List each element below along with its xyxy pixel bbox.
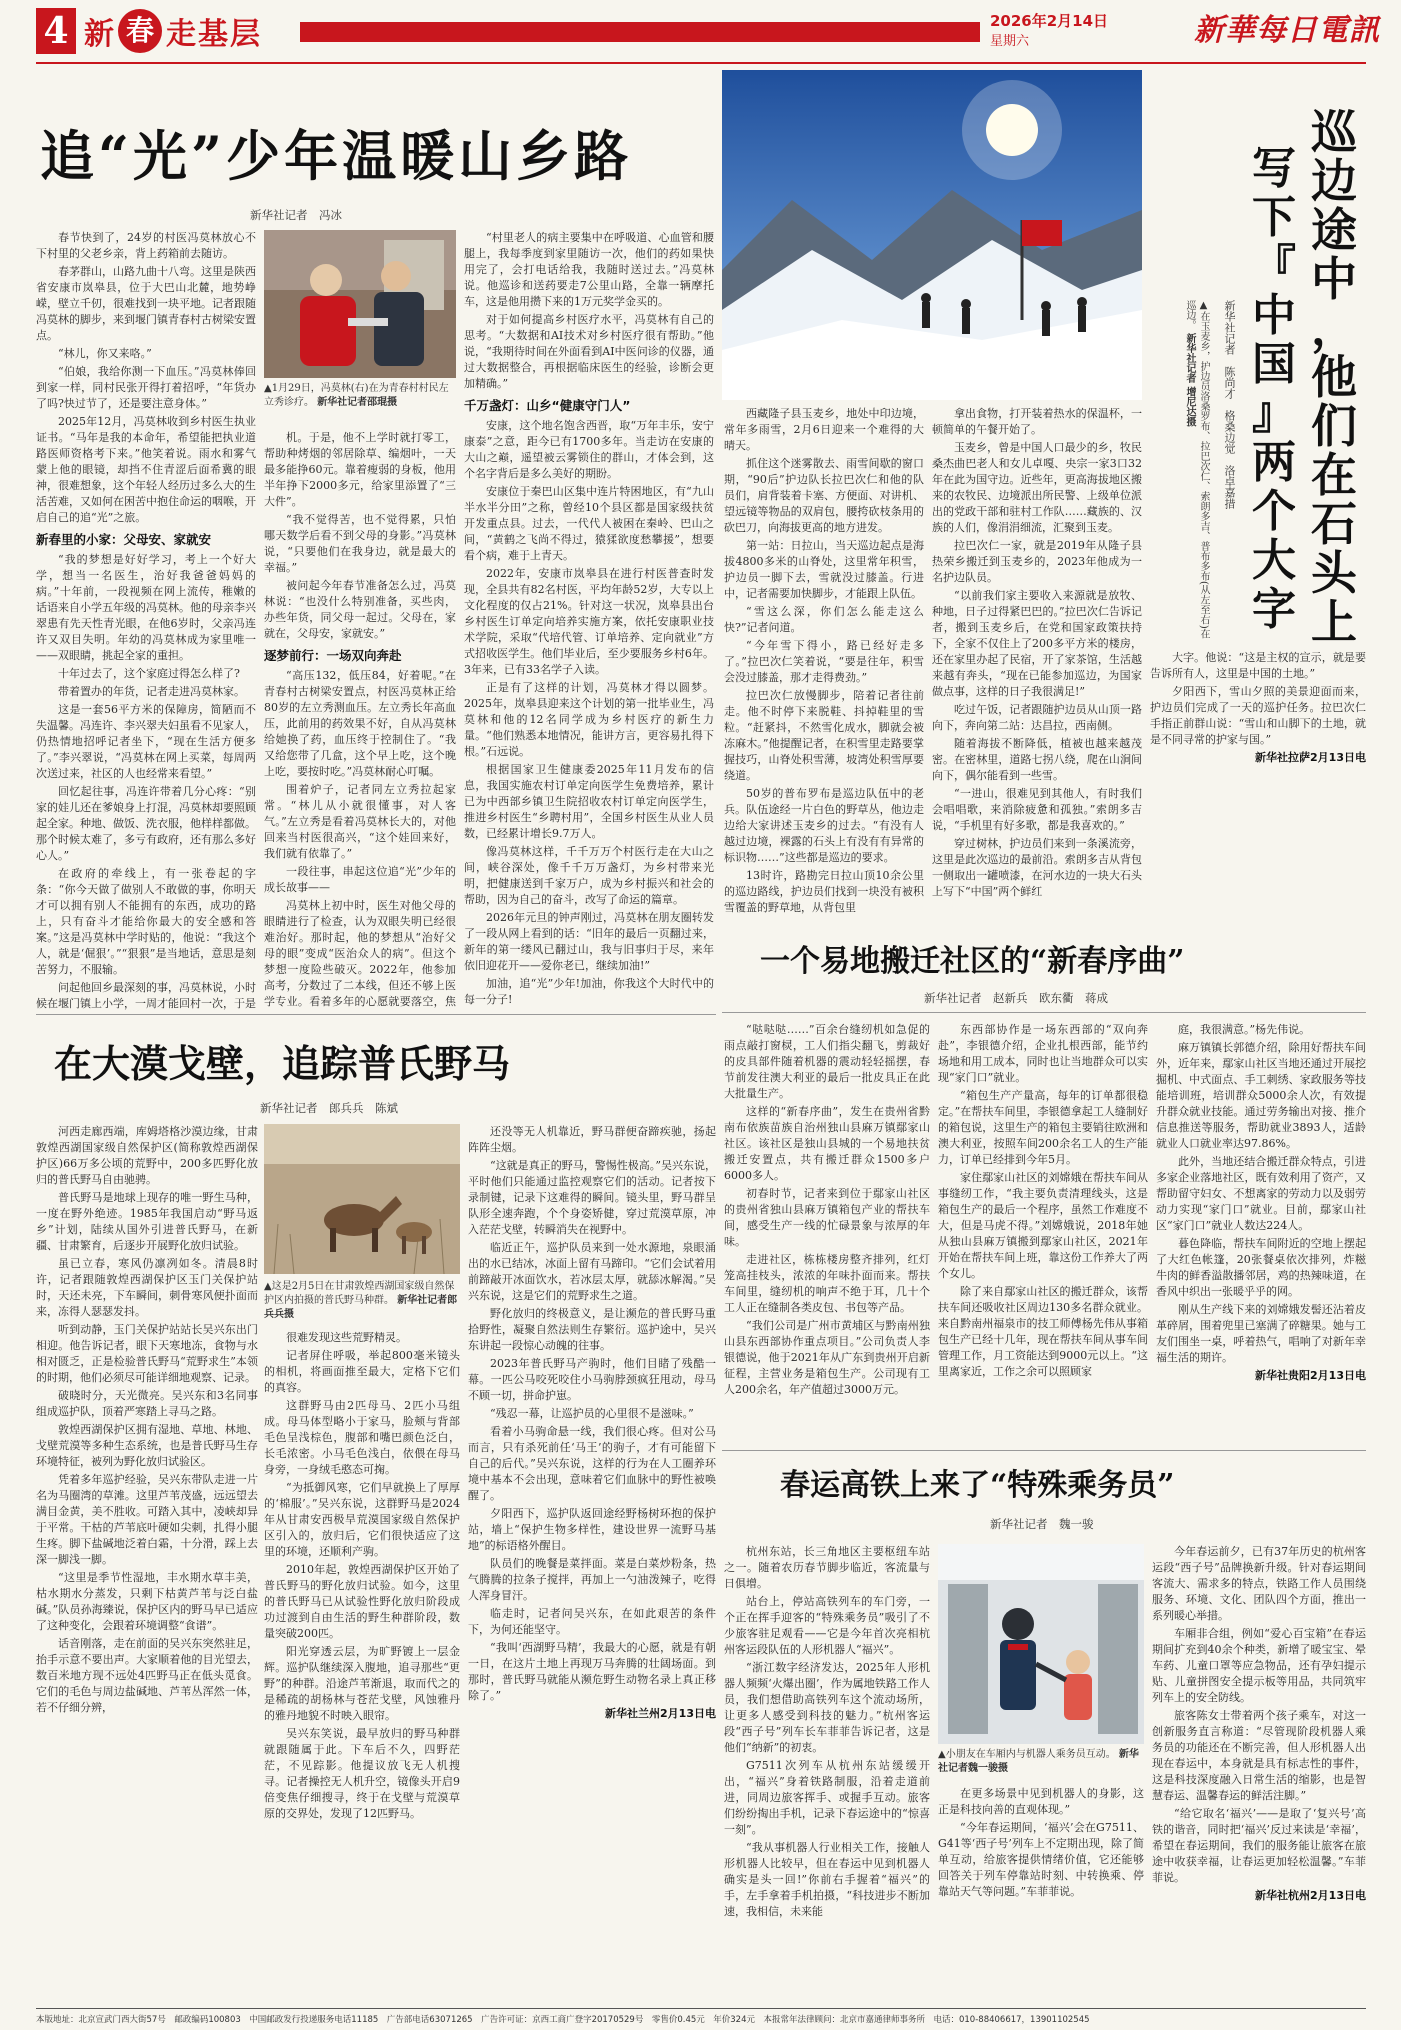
a3c3-p0: 庭，我很满意。”杨先伟说。 [1178, 1023, 1311, 1036]
a1c3-p0: “村里老人的病主要集中在呼吸道、心血管和腰腿上，我每季度到家里随访一次，他们的药如果快用完了，会打电话给我，我随时送过去。”冯莫林说。他巡诊和送药要走7公里山路，全靠一辆摩托车，这是他用攒下来的1万元奖学金买的。 [464, 231, 714, 308]
a5c1-p3: G7511次列车从杭州东站缓缓开出，“福兴”身着铁路制服，沿着走道前进，同周边旅客挥手、或握手互动。旅客们纷纷掏出手机，记录下春运途中的“惊喜一刻”。 [724, 1759, 930, 1836]
section-spring-badge: 春 [118, 9, 162, 53]
wild-horses-illustration [264, 1124, 460, 1274]
a5c3-p0: 今年春运前夕，已有37年历史的杭州客运段“西子号”品牌换新升级。针对春运期间客流大、需求多的特点，铁路工作人员围绕服务、环境、文化、团队四个方面，推出一系列暖心举措。 [1152, 1545, 1366, 1622]
a2t2-c1: 下 [1252, 192, 1296, 243]
section-post: 走基层 [166, 17, 262, 52]
a4c1-p4: 破晓时分，天光微亮。吴兴东和3名同事组成巡护队，顶着严寒踏上寻马之路。 [36, 1389, 258, 1418]
a3c2-p0: 东西部协作是一场东西部的“双向奔赴”，李银德介绍，企业扎根西部，能节约场地和用工成本，同时也让当地群众可以实现“家门口”就业。 [938, 1023, 1148, 1084]
a1c1b-p5: 在政府的牵线上，有一张卷起的字条：“你今天做了做别人不敢做的事，你明天才可以拥有别人不能拥有的东西，成功的路上，只有奋斗才能给你最大的安全感和答案。”这是冯莫林中学时贴的，他说：“我这个人，就是‘倔狠’。”“狠狠”是当地话，意思是刻苦努力，不服输。 [36, 867, 256, 976]
a1c3b-p2: 2022年，安康市岚皋县在进行村医普查时发现，全县共有82名村医，平均年龄52岁，大专以上文化程度的仅占21%。针对这一状况，岚皋县出台乡村医生订单定向培养实施方案，依托安康职业技术学院，采取“代培代管、订单培养、定向就业”方式招收医学生。他们毕业后，至少要服务乡村6年。3年来，已有33名学子入读。 [464, 567, 714, 676]
article5-caption [938, 1748, 1144, 1780]
a2c2-p6: “一进山，很难见到其他人，有时我们会唱唱歌，来消除疲惫和孤独。”索朗多吉说，“手机里有好多歌，都是我喜欢的。” [932, 787, 1142, 832]
a1c3b-p6: 2026年元旦的钟声刚过，冯莫林在朋友圈转发了一段从网上看到的话：“旧年的最后一页翻过来，新年的第一缕风已翻过山，我与旧事归于尽，来年依旧迎花开——爱你老已，继续加油!” [464, 911, 714, 972]
a1c2b-p3: 冯莫林上初中时，医生对他父母的眼睛进行了检查，认为双眼失明已经很难治好。那时起，他的梦想从“治好父母的眼”变成“医治众人的病”。但这个梦想一度险些破灭。2022年，他参加高考，分数过了二本线，但还不够上医学专业。看着多年的心愿就要落空，焦 [264, 899, 456, 1008]
divider-a1-a3 [722, 1012, 1366, 1013]
a4c1-p1: 普氏野马是地球上现存的唯一野生马种，一度在野外绝迹。1985年我国启动“野马返乡”计划，陆续从国外引进普氏野马，在新疆、甘肃繁育，后逐步开展野化放归试验。 [36, 1191, 258, 1252]
a3c3-p1: 麻万镇镇长郭德介绍，除用好帮扶车间外，近年来，鄢家山社区当地还通过开展挖掘机、中式面点、手工刺绣、家政服务等技能培训班，培训群众5000余人次，有效提升群众就业技能。通过劳务输出对接、推介信息推送等服务，帮助就业3893人，适龄就业人口就业率达97.86%。 [1156, 1041, 1366, 1150]
a2t1-c1: 边 [1311, 154, 1357, 208]
a4c1-p0: 河西走廊西端，库姆塔格沙漠边缘，甘肃敦煌西湖国家级自然保护区(简称敦煌西湖保护区)66万多公顷的荒野中，200多匹野化放归的普氏野马自由驰骋。 [36, 1125, 258, 1186]
a1c3b-p7: 加油，追“光”少年!加油，你我这个大时代中的每一分子! [464, 977, 714, 1006]
page-header [0, 0, 1401, 64]
a1c3b-p4: 根据国家卫生健康委2025年11月发布的信息，我国实施农村订单定向医学生免费培养，累计已为中西部乡镇卫生院招收农村订单定向医学生，推进乡村医生“乡聘村用”，全国乡村医生从业人员数，已经累计增长9.7万人。 [464, 763, 714, 840]
a3c1-p3: 走进社区，栋栋楼房整齐排列，红灯笼高挂枝头，浓浓的年味扑面而来。帮扶车间里，缝纫机的响声不绝于耳，几十个工人正在缝制各类皮包、书包等产品。 [724, 1253, 930, 1314]
article3-sign: 新华社贵阳2月13日电 [1255, 1369, 1366, 1382]
footer-info: 本版地址：北京宣武门西大街57号 邮政编码100803 中国邮政发行投递服务电话11185 广告部电话63071265 广告许可证：京西工商广登字20170529号 零售价0.45元 年价324元 本报常年法律顾问：北京市嘉通律师事务所 电话：010-88406617，13901102545 [36, 2015, 1090, 2025]
a1c1b-p4: 回忆起往事，冯连许带着几分心疼：“别家的娃儿还在爹娘身上打混，冯莫林却要照顾起全家。种地、做饭、洗衣服，他样样都做。那个时候太难了，多亏有政府，还有那么多好心人。” [36, 785, 256, 862]
article2-title-col2 [1244, 144, 1304, 644]
article3-col2 [938, 1022, 1148, 1442]
article3-col3 [1156, 1022, 1366, 1442]
a1c3b-p5: 像冯莫林这样，千千万万个村医行走在大山之间，峡谷深处，像千千万万盏灯，为乡村带来光明，把健康送到千家万户，成为乡村振兴和社会的帮助，因为自己的奋斗，改写了命运的篇章。 [464, 845, 714, 906]
a4c3-p7: 夕阳西下，巡护队返回途经野杨树环抱的保护站，墙上“保护生物多样性，建设世界一流野马基地”的标语格外醒目。 [468, 1507, 716, 1552]
a3c2-p1: “箱包生产产量高，每年的订单都很稳定。”在帮扶车间里，李银德拿起工人缝制好的箱包说，这里生产的箱包主要销往欧洲和澳大利亚，按照车间200余名工人的生产能力，订单已经排到今年5月。 [938, 1089, 1148, 1166]
header-red-bar [300, 22, 980, 42]
a4c3-p0: 还没等无人机靠近，野马群便奋蹄疾驰，扬起阵阵尘烟。 [468, 1125, 716, 1154]
a2c2-p0: 拿出食物，打开装着热水的保温杯，一顿简单的午餐开始了。 [932, 407, 1142, 436]
robot-attendant-illustration [938, 1544, 1144, 1744]
article1-caption [264, 382, 456, 422]
article1-photo [264, 230, 456, 378]
a4c3-p9: 临走时，记者问吴兴东，在如此艰苦的条件下，为何还能坚守。 [468, 1607, 716, 1636]
article1-subhead1: 新春里的小家：父母安、家就安 [36, 532, 212, 547]
a2t1-c2: 途 [1311, 203, 1357, 257]
article3-title: 一个易地搬迁社区的“新春序曲” [760, 944, 1185, 979]
article4-caption [264, 1280, 460, 1324]
a4c3-p2: 临近正午，巡护队员来到一处水源地，泉眼涌出的水已结冰，冰面上留有马蹄印。“它们会试着用前蹄敲开冰面饮水，若冰层太厚，就舔冰解渴。”吴兴东说，这是它们的荒野求生之道。 [468, 1241, 716, 1302]
article5-col2 [938, 1786, 1144, 2004]
a4c3-p10: “我叫‘西湖野马精’，我最大的心愿，就是有朝一日，在这片土地上再现万马奔腾的壮阔场面。到那时，普氏野马就能从濒危野生动物名录上真正移除了。” [468, 1641, 716, 1702]
footer-rule [36, 2008, 1366, 2009]
article2-sign: 新华社拉萨2月13日电 [1255, 751, 1366, 764]
a1c2b-p2: 一段往事，串起这位追“光”少年的成长故事—— [264, 865, 456, 894]
a5c1-p2: “浙江数字经济发达，2025年人形机器人频频‘火爆出圈’，作为属地铁路工作人员，我们想借助高铁列车这个流动场所，让更多人感受到科技的魅力。”杭州客运段“西子号”列车长车菲菲告诉记者，这是他们“纳新”的初衷。 [724, 1661, 930, 1754]
article4-sign: 新华社兰州2月13日电 [605, 1707, 716, 1720]
a3c3-p2: 此外，当地还结合搬迁群众特点，引进多家企业落地社区，既有效利用了资产，又帮助留守妇女、不想离家的劳动力以及弱劳动力实现“家门口”就业。目前，鄢家山社区“家门口”就业人数达224人。 [1156, 1155, 1366, 1232]
a2t1-c10: 上 [1311, 595, 1357, 649]
article1-col2 [264, 430, 456, 1010]
a4c3-p1: “这就是真正的野马，警惕性极高。”吴兴东说，平时他们只能通过监控观察它们的活动。记者按下录制键，记录下这难得的瞬间。镜头里，野马群呈队形全速奔跑，个个身姿矫健，穿过荒漠草原，冲入茫茫戈壁，转瞬消失在视野中。 [468, 1159, 716, 1236]
a2c1-p2: 第一站：日拉山，当天巡边起点是海拔4800多米的山脊处，这里常年积雪，护边员一脚下去，雪就没过膝盖。行进中，记者需要加快脚步，才能跟上队伍。 [724, 539, 924, 600]
article4-col1 [36, 1124, 258, 2004]
section-title [84, 8, 262, 54]
a1c1b-p0: “我的梦想是好好学习，考上一个好大学，想当一名医生，治好我爸爸妈妈的病。”十年前，一段视频在网上流传，稚嫩的话语来自小学五年级的冯莫林。他的母亲李兴翠患有先天性青光眼，在他6岁时，父亲冯连许又双目失明。年幼的冯莫林成为家里唯一——双眼睛，挑起全家的重担。 [36, 553, 256, 662]
a1c1b-p2: 带着置办的年货，记者走进冯莫林家。 [58, 685, 245, 698]
article2-title-col1 [1304, 105, 1364, 649]
a4c3-p6: 看着小马驹命悬一线，我们很心疼。但对公马而言，只有杀死前任‘马王’的驹子，才有可能留下自己的后代。”吴兴东说，这样的行为在人工圈养环境中基本不会出现，意味着它们血脉中的野性被唤醒了。 [468, 1425, 716, 1502]
article1-subhead2: 逐梦前行：一场双向奔赴 [264, 648, 402, 663]
article4-col2 [264, 1330, 460, 2004]
a4c1-p6: 凭着多年巡护经验，吴兴东带队走进一片名为马圈湾的草滩。这里芦苇茂盛，远远望去满目金黄，美不胜收。可踏入其中，凌峡却异于平常。干枯的芦苇底叶硬如尖刺，扎得小腿生疼。脚下盐碱地泛着白霜，十分滑，踩上去深一脚浅一脚。 [36, 1473, 258, 1566]
article5-photo [938, 1544, 1144, 1744]
header-date [990, 10, 1150, 56]
article4-photo [264, 1124, 460, 1274]
article4-byline: 新华社记者 郎兵兵 陈斌 [260, 1101, 398, 1115]
a4c2-p2: 这群野马由2匹母马、2匹小马组成。母马体型略小于家马，脸颊与背部毛色呈浅棕色，腹部和嘴巴颜色泛白，长毛浓密。小马毛色浅白，依偎在母马身旁，一身绒毛憨态可掬。 [264, 1399, 460, 1476]
article2-photo-credit: 新华社记者 增尼达摄 [1184, 333, 1195, 427]
article2-col1 [724, 406, 924, 1006]
a2t1-c8: 石 [1311, 497, 1357, 551]
a4c1-p3: 听到动静，玉门关保护站站长吴兴东出门相迎。他告诉记者，眼下天寒地冻，食物与水相对匮乏，正是检验普氏野马“荒野求生”本领的时期，他们必须尽可能详细地观察、记录。 [36, 1323, 258, 1384]
a1c2-p0: 机。于是，他不上学时就打零工，帮助种烤烟的邻居除草、编烟叶，一天最多能挣60元。靠着瘦弱的身板，他用半年挣下2000多元，给家里添置了“三大件”。 [264, 431, 456, 508]
a2t2-c6: 两 [1252, 437, 1296, 488]
a2c3-p0: 大字。他说：“这是主权的宣示，就是要告诉所有人，这里是中国的土地。” [1150, 651, 1366, 680]
doctor-visit-illustration [264, 230, 456, 378]
article4-photo-credit: 新华社记者郎兵兵摄 [264, 1295, 458, 1320]
a5c2-p0: 在更多场景中见到机器人的身影，这正是科技向善的直观体现。” [938, 1787, 1144, 1816]
a2c1-p1: 抓住这个迷雾散去、雨雪间歇的窗口期，“90后”护边队长拉巴次仁和他的队员们，肩背装着卡塞、方便面、对讲机、望远镜等物品的双肩包，腰挎砍枝条用的砍巴刀，向海拔更高的地方进发。 [724, 457, 924, 534]
a1c2-p1: “我不觉得苦，也不觉得累，只怕哪天数学后看不到父母的身影。”冯莫林说，“只要他们在我身边，就是最大的幸福。” [264, 513, 456, 574]
a4c2-p1: 记者屏住呼吸，举起800毫米镜头的相机，将画面推至最大，定格下它们的真容。 [264, 1349, 460, 1394]
a1c1-p3: “伯娘，我给你测一下血压。”冯莫林俸回到家一样，同村民张开得打着招呼，“年货办了吗?快过节了，还是要注意身体。” [36, 365, 256, 410]
a1c3b-p0: 安康，这个地名饱含西晋，取“万年丰乐，安宁康泰”之意，距今已有1700多年。当走访在安康的大山之巅，遥望被云雾锁住的群山，才体会到，这个名字背后是多么美好的期盼。 [464, 419, 714, 480]
a3c1-p2: 初春时节，记者来到位于鄢家山社区的贵州省独山县麻万镇箱包产业的帮扶车间，感受生产一线的忙碌景象与浓厚的年味。 [724, 1187, 930, 1248]
a2c2-p4: 吃过午饭，记者跟随护边员从山顶一路向下，奔向第二站：达昌拉，西南侧。 [932, 703, 1142, 732]
section-pre: 新 [84, 17, 114, 52]
a3c3-p4: 刚从生产线下来的刘嫦娥发髻还沾着皮革碎屑，围着兜里已塞满了碎糖果。她与工友们围坐一桌，呼着热气，唱响了对新年幸福生活的期许。 [1156, 1303, 1366, 1364]
a2t2-c2: 『 [1252, 241, 1296, 292]
a1c2b-p0: “高压132，低压84，好着呢。”在青春村古树梁安置点，村医冯莫林正给80岁的左立秀测血压。左立秀长年高血压，此前用的药效果不好，自从冯莫林给她换了药，血压终于控制住了。“我又给您带了几盒，这个早上吃，这个晚上吃，要按时吃。”冯莫林耐心叮嘱。 [264, 669, 456, 778]
a4c2-p5: 阳光穿透云层，为旷野镀上一层金辉。巡护队继续深入腹地，追寻那些“更野”的种群。沿途芦苇渐退，取而代之的是稀疏的胡杨林与苍茫戈壁，风蚀雅丹的雅丹地貌不时映入眼帘。 [264, 1645, 460, 1722]
a2c2-p2: 拉巴次仁一家，就是2019年从隆子县热荣乡搬迁到玉麦乡的，2023年他成为一名护边队员。 [932, 539, 1142, 584]
header-rule [36, 62, 1366, 64]
a4c1-p7: “这里是季节性湿地，丰水期水草丰美，枯水期水分蒸发，只剩下枯黄芦苇与泛白盐碱。”队员孙海臻说，保护区内的野马早已适应了这种变化，会跟着环境调整“食谱”。 [36, 1571, 258, 1632]
a4c3-p3: 野化放归的终极意义，是让濒危的普氏野马重拾野性，凝聚自然法则生存繁衍。巡护途中，吴兴东讲起一段惊心动魄的往事。 [468, 1307, 716, 1352]
a5c1-p0: 杭州东站，长三角地区主要枢纽车站之一。随着农历春节脚步临近，客流量与日俱增。 [724, 1545, 930, 1590]
a2t2-c7: 个 [1252, 486, 1296, 537]
a1c3b-p1: 安康位于秦巴山区集中连片特困地区，有“九山半水半分田”之称，曾经10个县区都是国家级扶贫开发重点县。过去，一代代人被困在秦岭、巴山之间，“黄鹤之飞尚不得过，猿猱欲度愁攀援”，想要看个病，难于上青天。 [464, 485, 714, 562]
a3c1-p1: 这样的“新春序曲”，发生在贵州省黔南布依族苗族自治州独山县麻万镇鄢家山社区。该社区是独山县城的一个易地扶贫搬迁安置点，共有搬迁群众1500多户6000多人。 [724, 1105, 930, 1182]
a2c3-p1: 夕阳西下，雪山夕照的美景迎面而来，护边员们完成了一天的巡护任务。拉巴次仁手指正前群山说：“雪山和山脚下的土地，就是不同寻常的护家与国。” [1150, 685, 1366, 746]
article2-caption-text: ▲在玉麦乡，护边员洛桑罗布、拉巴次仁、索朗多吉、普布多布(从左至右)在巡边。 [1184, 300, 1209, 639]
article2-col3 [1150, 650, 1366, 870]
a4c3-p8: 队员们的晚餐是菜拌面。菜是白菜炒粉条，热气腾腾的拉条子搅拌，再加上一勺油泼辣子，吃得人浑身冒汗。 [468, 1557, 716, 1602]
a2t1-c4: ， [1311, 301, 1357, 355]
a2t2-c8: 大 [1252, 535, 1296, 586]
article3-col1 [724, 1022, 930, 1442]
article2-byline: 新华社记者 陈尚才 格桑边觉 洛卓嘉措 [1223, 300, 1236, 509]
a2c1-p0: 西藏隆子县玉麦乡，地处中印边境，常年多雨雪，2月6日迎来一个难得的大晴天。 [724, 407, 924, 452]
a3c1-p0: “哒哒哒……”百余台缝纫机如急促的雨点敲打窗棂，工人们指尖翻飞，剪裁好的皮具部件随着机器的震动轻轻摇摆，春节前发往澳大利亚的最后一批皮具正在此大批量生产。 [724, 1023, 930, 1100]
snow-patrol-illustration [722, 70, 1142, 400]
a2c1-p4: “今年雪下得小，路已经好走多了。”拉巴次仁笑着说，“要是往年，积雪会没过膝盖，那才走得费劲。” [724, 639, 924, 684]
a2c1-p7: 13时许，路勘完日拉山顶10余公里的巡边路线，护边员们找到一块没有被积雪覆盖的野草地，从背包里 [724, 869, 924, 914]
article1-col3 [464, 230, 714, 1010]
a5c3-p3: “给它取名‘福兴’——是取了‘复兴号’高铁的谐音，同时把‘福兴’反过来读是‘幸福’，希望在春运期间，我们的服务能让旅客在旅途中收获幸福，让春运更加轻松温馨。”车菲菲说。 [1152, 1807, 1366, 1884]
a3c2-p2: 家住鄢家山社区的刘嫦娥在帮扶车间从事缝纫工作，“我主要负责清理线头，这是箱包生产的最后一个程序，虽然工作难度不大，但是马虎不得。”刘嫦娥说，2018年她从独山县麻万镇搬到鄢家山社区，2021年开始在帮扶车间上班，靠这份工作养大了两个女儿。 [938, 1171, 1148, 1280]
divider-a4-top [36, 1014, 716, 1015]
brand-logo: 新華每日電訊 [1194, 13, 1380, 48]
a4c1-p2: 虽已立春，寒风仍凛冽如冬。清晨8时许，记者跟随敦煌西湖保护区玉门关保护站时，天还未亮，下车瞬间，刺骨寒风便扑面而来，冻得人瑟瑟发抖。 [36, 1257, 258, 1318]
article4-caption-text: ▲这是2月5日在甘肃敦煌西湖国家级自然保护区内拍摄的普氏野马种群。 [264, 1281, 455, 1306]
article5-col1 [724, 1544, 930, 2004]
a4c3-p4: 2023年普氏野马产驹时，他们目睹了残酷一幕。一匹公马咬死咬住小马驹脖颈疯狂甩动，母马不顾一切，拼命护崽。 [468, 1357, 716, 1402]
a4c2-p0: 很难发现这些荒野精灵。 [286, 1331, 407, 1344]
a4c3-p5: “残忍一幕，让巡护员的心里很不是滋味。” [490, 1407, 694, 1420]
article4-title: 在大漠戈壁，追踪普氏野马 [54, 1041, 511, 1086]
a1c1-p4: 2025年12月，冯莫林收到乡村医生执业证书。“马年是我的本命年，希望能把执业道路医师资格考下来。”他笑着说。雨水和雾气蒙上他的眼镜，却挡不住青涩后面希冀的眼神，很难想象，这个年轻人经历过多么大的生活苦难，又如何在困苦中抱住命运的咽喉，开启自己的追“光”之旅。 [36, 415, 256, 524]
a2t1-c0: 巡 [1311, 105, 1357, 159]
a2c1-p6: 50岁的普布罗布是巡边队伍中的老兵。队伍途经一片白色的野草丛，他边走边给大家讲述玉麦乡的过去。“有没有人越过边境，裸露的石头上有没有有异常的标识物……”这些都是巡边的要求。 [724, 787, 924, 864]
article2-photo [722, 70, 1142, 400]
article5-sign: 新华社杭州2月13日电 [1255, 1889, 1366, 1902]
a1c1b-p3: 这是一套56平方米的保障房，简陋而不失温馨。冯连许、李兴翠夫妇虽看不见家人，仍热情地招呼记者坐下，“现在生活方便多了。”李兴翠说，“冯莫林在网上买菜，每周两次送过来，社区的人也经常来看望。” [36, 703, 256, 780]
a2c2-p1: 玉麦乡，曾是中国人口最少的乡，牧民桑杰曲巴老人和女儿卓嘎、央宗一家3口32年在此为国守边。近些年，更高海拔地区搬来的农牧民、边境派出所民警、上级单位派出的党政干部和驻村工作队……藏族的、汉族的人们，像涓涓细流，汇聚到玉麦。 [932, 441, 1142, 534]
a2c2-p3: “以前我们家主要收入来源就是放牧、种地，日子过得紧巴巴的。”拉巴次仁告诉记者，搬到玉麦乡后，在党和国家政策扶持下，全家不仅住上了200多平方米的楼房，还在家里办起了民宿，开了家茶馆，生活越来越有奔头，“现在已能参加巡边，为国家做点事，这样的日子我很满足!” [932, 589, 1142, 698]
article5-col3 [1152, 1544, 1366, 2004]
article1-caption-text: ▲1月29日，冯莫林(右)在为青春村村民左立秀诊疗。 [264, 383, 449, 408]
a1c2b-p1: 围着炉子，记者同左立秀拉起家常。“林儿从小就很懂事，对人客气。”左立秀是看着冯莫林长大的，对他回来当村医很高兴，“这个娃回来好，我们就有依靠了。” [264, 783, 456, 860]
article1-col1 [36, 230, 256, 1010]
a2t1-c5: 他 [1311, 350, 1357, 404]
article3-byline: 新华社记者 赵新兵 欧东衢 蒋成 [924, 991, 1108, 1005]
a3c2-p3: 除了来自鄢家山社区的搬迁群众，该帮扶车间还吸收社区周边130多名群众就业。来自黔南州福泉市的技工师傅杨先伟从事箱包生产已经十几年，现在帮扶车间从事车间管理工作，月工资能达到9000元以上。“这里离家近，工作之余可以照顾家 [938, 1285, 1148, 1378]
a2t2-c5: 』 [1252, 388, 1296, 439]
a4c2-p4: 2010年起，敦煌西湖保护区开始了普氏野马的野化放归试验。如今，这里的普氏野马已从试验性野化放归阶段成功过渡到自由生活的野生种群阶段，数量突破200匹。 [264, 1563, 460, 1640]
a2c2-p5: 随着海拔不断降低，植被也越来越茂密。在密林里，道路七拐八绕，爬在山涧间向下，偶尔能看到一些雪。 [932, 737, 1142, 782]
weekday-text: 星期六 [990, 34, 1030, 49]
a1c3b-p3: 正是有了这样的计划，冯莫林才得以圆梦。2025年，岚皋县迎来这个计划的第一批毕业生，冯莫林和他的12名同学成为乡村医疗的新生力量。“他们熟悉本地情况，能讲方言，更容易扎得下根。”石远说。 [464, 681, 714, 758]
article1-byline: 新华社记者 冯冰 [250, 208, 342, 222]
a4c1-p5: 敦煌西湖保护区拥有湿地、草地、林地、戈壁荒漠等多种生态系统，也是普氏野马生存环境特征，被列为野化放归试验区。 [36, 1423, 258, 1468]
a2c2-p7: 穿过树林，护边员们来到一条溪流旁，这里是此次巡边的最前沿。索朗多吉从背包一侧取出一罐喷漆，在河水边的一块大石头上写下“中国”两个鲜红 [932, 837, 1142, 898]
article1-photo-credit: 新华社记者邵琨摄 [317, 397, 398, 408]
a1c1b-p1: 十年过去了，这个家庭过得怎么样了? [58, 667, 240, 680]
a4c2-p6: 吴兴东笑说，最早放归的野马种群就跟随属于此。下车后不久，四野茫茫，不见踪影。他提议放飞无人机搜寻。记者操控无人机升空，镜像头开启9倍变焦仔细搜寻，终于在戈壁与荒漠草原的交界处，发现了12匹野马。 [264, 1727, 460, 1820]
a5c1-p4: “我从事机器人行业相关工作，接触人形机器人比较早，但在春运中见到机器人确实是头一回!”你前右手握着“福兴”的手，左手拿着手机拍摄，“科技进步不断加速，我相信，未来能 [724, 1841, 930, 1918]
a5c3-p1: 车厢非合组，例如“爱心百宝箱”在春运期间扩充到40余个种类，新增了暖宝宝、晕车药、儿童口罩等应急物品，还有孕妇提示贴、儿童拼图安全提示板等用品，共同筑牢列车上的安全防线。 [1152, 1627, 1366, 1704]
a2t1-c6: 们 [1311, 399, 1357, 453]
article2-caption [1154, 300, 1210, 640]
a3c1-p4: “我们公司是广州市黄埔区与黔南州独山县东西部协作重点项目。”公司负责人李银德说，他于2021年从广东到贵州开启新征程，主营业务是箱包生产。公司现有工人200余名，年产值超过3000万元。 [724, 1319, 930, 1396]
a1c1-p1: 春茅群山，山路九曲十八弯。这里是陕西省安康市岚皋县，位于大巴山北麓，地势峥嵘，壁立千仞，很难找到一块平地。记者跟随冯莫林的脚步，来到堰门镇青春村古树梁安置点。 [36, 265, 256, 342]
a2t2-c3: 中 [1252, 290, 1296, 341]
article5-title: 春运高铁上来了“特殊乘务员” [780, 1468, 1175, 1503]
article1-title: 追“光”少年温暖山乡路 [40, 124, 633, 188]
a2c1-p3: “雪这么深，你们怎么能走这么快?”记者问道。 [724, 605, 924, 634]
page-number: 4 [36, 8, 76, 54]
a3c3-p3: 暮色降临，帮扶车间附近的空地上摆起了大红色帐篷，20张餐桌依次排列，炸糍牛肉的鲜香溢散播邻居，鸡的热辣味道，在香风中织出一张暖乎乎的网。 [1156, 1237, 1366, 1298]
article5-caption-text: ▲小朋友在车厢内与机器人乘务员互动。 [938, 1749, 1116, 1760]
a1c3-p1: 对于如何提高乡村医疗水平，冯莫林有自己的思考。“大数据和AI技术对乡村医疗很有帮助。”他说，“我期待时间在外面看到AI中医问诊的仪器，通过大数据整合，再根据临床医生的经验，诊断会更加精确。” [464, 313, 714, 390]
a5c1-p1: 站台上，停站高铁列车的车门旁，一个正在挥手迎客的“特殊乘务员”吸引了不少旅客驻足观看——它是今年首次亮相杭州客运段队伍的人形机器人“福兴”。 [724, 1595, 930, 1656]
a1c1b-p6: 问起他回乡最深刻的事，冯莫林说，小时候在堰门镇上小学，一周才能回村一次，于是 [36, 981, 256, 1010]
a5c2-p1: “今年春运期间，‘福兴’会在G7511、G41等‘西子号’列车上不定期出现，除了简单互动，给旅客提供情绪价值，它还能够回答关于列车停靠站时刻、中转换乘、停靠站天气等问题。”车菲菲说。 [938, 1821, 1144, 1898]
article2-col2 [932, 406, 1142, 1006]
a2t2-c9: 字 [1252, 584, 1296, 635]
a2c1-p5: 拉巴次仁放慢脚步，陪着记者往前走。他不时停下来脱鞋、抖掉鞋里的雪粒。“赶紧抖，不然雪化成水，脚就会被冻麻木。”他提醒记者，在积雪里走路要掌握技巧，山脊处积雪薄，坡湾处积雪厚要绕道。 [724, 689, 924, 782]
a4c2-p3: “为抵御风寒，它们早就换上了厚厚的‘棉服’。”吴兴东说，这群野马是2024年从甘肃安西极旱荒漠国家级自然保护区引入的，放归后，它们很快适应了这里的环境，还顺利产驹。 [264, 1481, 460, 1558]
a2t2-c4: 国 [1252, 339, 1296, 390]
article1-subhead3: 千万盏灯：山乡“健康守门人” [464, 398, 631, 413]
a4c1-p8: 话音刚落，走在前面的吴兴东突然驻足，抬手示意不要出声。大家顺着他的目光望去，数百米地方现不远处4匹野马正在低头觅食。它们的毛色与周边盐碱地、芦苇丛浑然一体，若不仔细分辨， [36, 1637, 258, 1714]
date-text: 2026年2月14日 [990, 12, 1109, 30]
article5-photo-credit: 新华社记者魏一骏摄 [938, 1749, 1139, 1774]
a2t2-c0: 写 [1252, 143, 1296, 194]
a1c1-p2: “林儿，你又来咯。” [58, 347, 152, 360]
a2t1-c3: 中 [1311, 252, 1357, 306]
article5-byline: 新华社记者 魏一骏 [990, 1517, 1094, 1531]
a2t1-c7: 在 [1311, 448, 1357, 502]
a2t1-c9: 头 [1311, 546, 1357, 600]
a1c2-p2: 被问起今年春节准备怎么过，冯莫林说：“也没什么特别准备，买些肉，办些年货，同父母一起过。父母在，家就在，父母安，家就安。” [264, 579, 456, 640]
divider-a5-top [722, 1450, 1366, 1451]
a1c1-p0: 春节快到了，24岁的村医冯莫林放心不下村里的父老乡亲，背上药箱前去随访。 [36, 231, 256, 260]
a5c3-p2: 旅客陈女士带着两个孩子乘车，对这一创新服务直言称道：“尽管现阶段机器人乘务员的功能还在不断完善，但人形机器人出现在春运中，本身就是具有标志性的事件，这是科技深度融入日常生活的缩影，也是智慧春运、温馨春运的鲜活注脚。” [1152, 1709, 1366, 1802]
article4-col3 [468, 1124, 716, 2004]
